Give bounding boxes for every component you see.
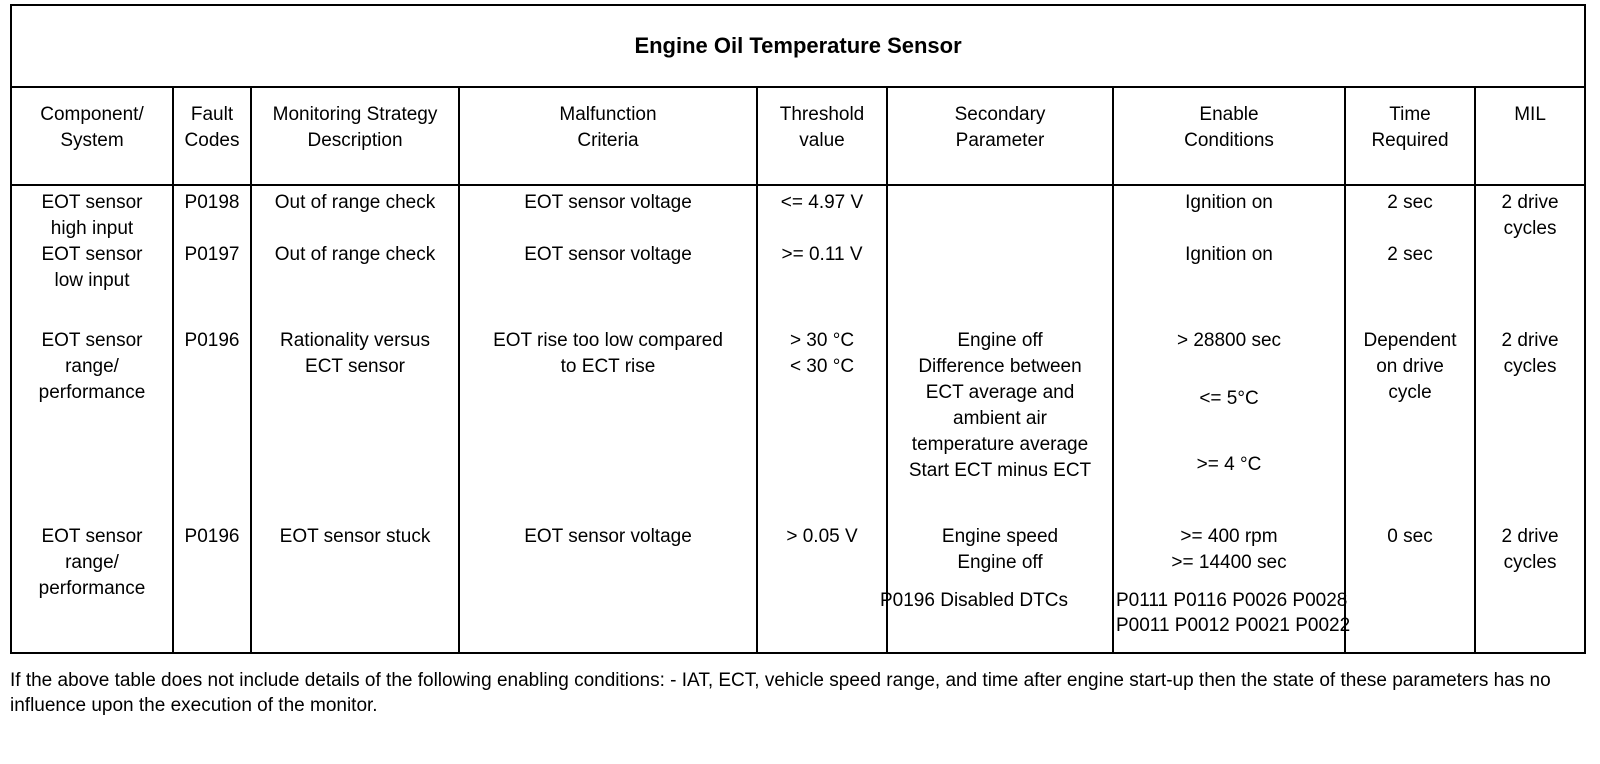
header-row — [11, 87, 1585, 185]
secondary-cell: Engine off Difference between ECT average and ambient air temperature average Start ECT minus ECT — [887, 324, 1113, 520]
table-row — [11, 324, 1585, 520]
enable-cell: > 28800 sec <= 5°C >= 4 °C — [1113, 324, 1345, 520]
fault-code-cell: P0196 — [173, 520, 251, 653]
footnote: If the above table does not include details of the following enabling conditions: - IAT, ECT, vehicle speed range, and time after engine start-up then the state of these parameters has no influence upon the execution of the monitor. — [10, 670, 1551, 716]
header-threshold: Threshold value — [757, 87, 887, 185]
component-cell: EOT sensor high input EOT sensor low input — [11, 185, 173, 324]
header-mil: MIL — [1475, 87, 1585, 185]
malfunction-cell: EOT sensor voltage EOT sensor voltage — [459, 185, 757, 324]
component-cell: EOT sensor range/ performance — [11, 324, 173, 520]
header-component: Component/ System — [11, 87, 173, 185]
monitoring-cell: EOT sensor stuck — [251, 520, 459, 653]
component-cell: EOT sensor range/ performance — [11, 520, 173, 653]
header-secondary: Secondary Parameter — [887, 87, 1113, 185]
fault-code-cell: P0198 P0197 — [173, 185, 251, 324]
header-fault-codes: Fault Codes — [173, 87, 251, 185]
malfunction-cell: EOT sensor voltage — [459, 520, 757, 653]
secondary-cell: Engine speed Engine off — [887, 520, 1113, 653]
table-title: Engine Oil Temperature Sensor — [11, 5, 1585, 87]
secondary-cell — [887, 185, 1113, 324]
header-enable: Enable Conditions — [1113, 87, 1345, 185]
mil-cell: 2 drive cycles — [1475, 520, 1585, 653]
time-cell: 2 sec 2 sec — [1345, 185, 1475, 324]
time-cell: Dependent on drive cycle — [1345, 324, 1475, 520]
spec-page — [10, 4, 1584, 654]
threshold-cell: > 0.05 V — [757, 520, 887, 653]
disabled-dtcs-label: P0196 Disabled DTCs — [880, 590, 1068, 611]
threshold-cell: > 30 °C < 30 °C — [757, 324, 887, 520]
time-cell: 0 sec — [1345, 520, 1475, 653]
header-malfunction: Malfunction Criteria — [459, 87, 757, 185]
fault-code-cell: P0196 — [173, 324, 251, 520]
table-row — [11, 185, 1585, 324]
mil-cell: 2 drive cycles — [1475, 185, 1585, 324]
header-monitoring: Monitoring Strategy Description — [251, 87, 459, 185]
monitoring-cell: Out of range check Out of range check — [251, 185, 459, 324]
eot-sensor-table — [10, 4, 1586, 654]
malfunction-cell: EOT rise too low compared to ECT rise — [459, 324, 757, 520]
threshold-cell: <= 4.97 V >= 0.11 V — [757, 185, 887, 324]
monitoring-cell: Rationality versus ECT sensor — [251, 324, 459, 520]
mil-cell: 2 drive cycles — [1475, 324, 1585, 520]
enable-cell: >= 400 rpm >= 14400 sec — [1113, 520, 1345, 653]
enable-cell: Ignition on Ignition on — [1113, 185, 1345, 324]
disabled-dtcs-list: P0111 P0116 P0026 P0028 P0011 P0012 P0021 P0022 — [1116, 590, 1351, 636]
header-time: Time Required — [1345, 87, 1475, 185]
